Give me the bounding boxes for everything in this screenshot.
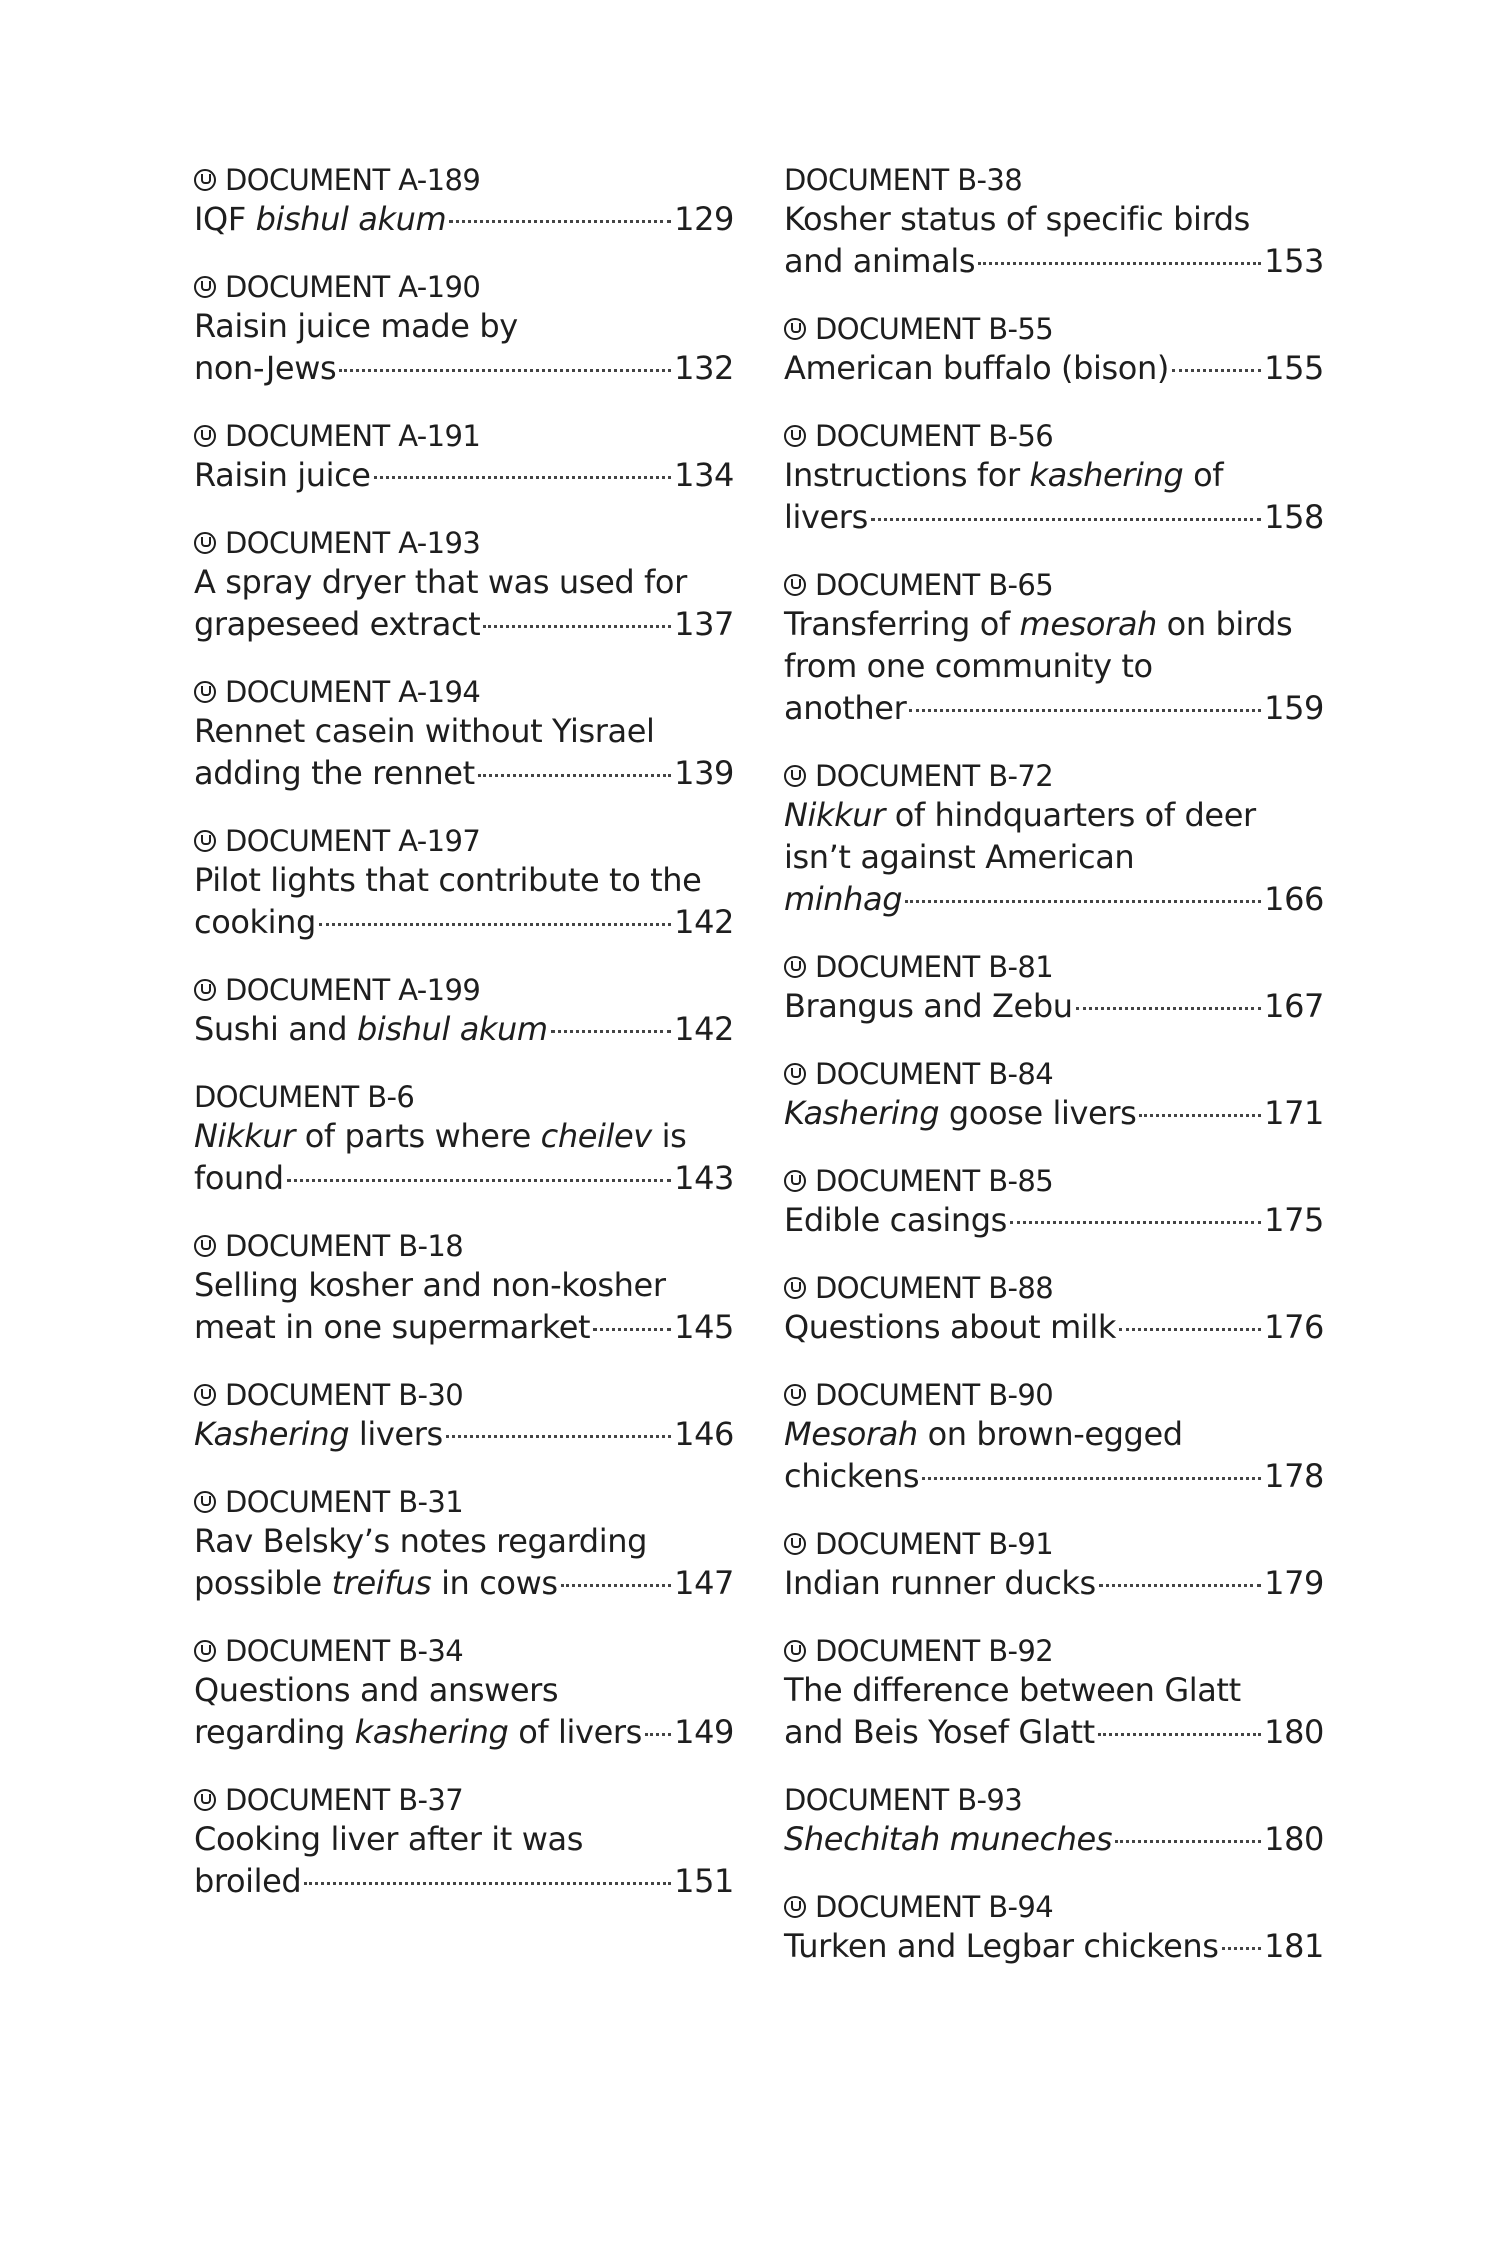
- title-text: adding the rennet: [194, 754, 475, 792]
- document-id: [194, 162, 734, 198]
- document-id: [784, 418, 1324, 454]
- title-text: Pilot lights that contribute to the: [194, 861, 702, 899]
- document-id: [784, 1633, 1324, 1669]
- page-number: 142: [674, 903, 734, 941]
- toc-entry: [194, 1377, 734, 1455]
- title-text: and animals: [784, 242, 976, 280]
- dot-leader: [1119, 1328, 1261, 1331]
- document-id-label: DOCUMENT A-191: [225, 419, 481, 453]
- document-id: [784, 311, 1324, 347]
- document-id: [194, 418, 734, 454]
- dot-leader: [478, 774, 671, 777]
- document-id-label: DOCUMENT B-85: [815, 1164, 1054, 1198]
- document-id-label: DOCUMENT B-84: [815, 1057, 1054, 1091]
- ou-symbol-icon: [194, 169, 216, 191]
- title-text: chickens: [784, 1457, 920, 1495]
- page-number: 175: [1264, 1201, 1324, 1239]
- page-number: 132: [674, 349, 734, 387]
- document-id-label: DOCUMENT A-190: [225, 270, 481, 304]
- document-id-label: DOCUMENT B-90: [815, 1378, 1054, 1412]
- ou-symbol-icon: [194, 276, 216, 298]
- dot-leader: [909, 709, 1261, 712]
- document-id-label: DOCUMENT B-34: [225, 1634, 464, 1668]
- title-text: of parts where: [294, 1117, 541, 1155]
- document-id: [784, 162, 1324, 198]
- document-id: [194, 972, 734, 1008]
- title-text: Questions and answers: [194, 1671, 559, 1709]
- page-number: 153: [1264, 242, 1324, 280]
- page-number: 180: [1264, 1713, 1324, 1751]
- page-number: 178: [1264, 1457, 1324, 1495]
- title-text: Sushi and: [194, 1010, 357, 1048]
- dot-leader: [483, 625, 671, 628]
- title-text: Shechitah muneches: [784, 1820, 1113, 1858]
- title-text: Rennet casein without Yisrael: [194, 712, 655, 750]
- document-id-label: DOCUMENT B-18: [225, 1229, 464, 1263]
- page-number: 146: [674, 1415, 734, 1453]
- entry-title: [784, 1092, 1324, 1134]
- title-text: kashering: [354, 1713, 509, 1751]
- document-id: [784, 1782, 1324, 1818]
- dot-leader: [978, 262, 1261, 265]
- entry-title: [784, 1818, 1324, 1860]
- page-number: 171: [1264, 1094, 1324, 1132]
- ou-symbol-icon: [194, 1789, 216, 1811]
- title-text: of hindquarters of deer: [884, 796, 1256, 834]
- title-text: Selling kosher and non-kosher: [194, 1266, 666, 1304]
- ou-symbol-icon: [784, 1063, 806, 1085]
- entry-title: [784, 1199, 1324, 1241]
- document-id: [784, 567, 1324, 603]
- entry-title: [784, 794, 1324, 920]
- entry-title: [194, 1520, 734, 1604]
- document-id: [194, 1377, 734, 1413]
- page-number: 143: [674, 1159, 734, 1197]
- entry-title: [194, 1413, 734, 1455]
- page-number: 176: [1264, 1308, 1324, 1346]
- page-number: 180: [1264, 1820, 1324, 1858]
- entry-title: [784, 1413, 1324, 1497]
- title-text: bishul akum: [357, 1010, 548, 1048]
- title-text: Raisin juice: [194, 456, 371, 494]
- entry-title: [784, 1562, 1324, 1604]
- document-id: [194, 525, 734, 561]
- ou-symbol-icon: [784, 574, 806, 596]
- document-id: [784, 1526, 1324, 1562]
- dot-leader: [1099, 1584, 1261, 1587]
- ou-symbol-icon: [784, 425, 806, 447]
- title-text: kashering: [1029, 456, 1184, 494]
- title-text: regarding: [194, 1713, 355, 1751]
- title-text: meat in one supermarket: [194, 1308, 591, 1346]
- toc-left-column: [194, 162, 734, 1931]
- document-id-label: DOCUMENT B-94: [815, 1890, 1054, 1924]
- page-number: 155: [1264, 349, 1324, 387]
- dot-leader: [551, 1030, 671, 1033]
- title-text: Kashering: [784, 1094, 940, 1132]
- entry-title: [784, 1306, 1324, 1348]
- page-number: 137: [674, 605, 734, 643]
- ou-symbol-icon: [194, 681, 216, 703]
- page-number: 181: [1264, 1927, 1324, 1965]
- toc-entry: [194, 823, 734, 943]
- ou-symbol-icon: [194, 1235, 216, 1257]
- toc-entry: [194, 972, 734, 1050]
- toc-entry: [194, 269, 734, 389]
- title-text: is: [651, 1117, 687, 1155]
- dot-leader: [446, 1435, 671, 1438]
- document-id: [194, 1079, 734, 1115]
- title-text: Raisin juice made by: [194, 307, 518, 345]
- ou-symbol-icon: [784, 1896, 806, 1918]
- document-id: [784, 1270, 1324, 1306]
- title-text: of: [1183, 456, 1224, 494]
- title-text: livers: [784, 498, 868, 536]
- toc-entry: [194, 1228, 734, 1348]
- document-id-label: DOCUMENT B-81: [815, 950, 1054, 984]
- title-text: Indian runner ducks: [784, 1564, 1096, 1602]
- toc-entry: [194, 162, 734, 240]
- title-text: non-Jews: [194, 349, 337, 387]
- toc-entry: [194, 674, 734, 794]
- document-id-label: DOCUMENT B-30: [225, 1378, 464, 1412]
- document-id: [194, 1782, 734, 1818]
- dot-leader: [593, 1328, 671, 1331]
- entry-title: [194, 1115, 734, 1199]
- document-id: [194, 269, 734, 305]
- title-text: on birds: [1156, 605, 1293, 643]
- title-text: found: [194, 1159, 284, 1197]
- ou-symbol-icon: [784, 765, 806, 787]
- toc-entry: [194, 1633, 734, 1753]
- dot-leader: [374, 476, 672, 479]
- title-text: Turken and Legbar chickens: [784, 1927, 1219, 1965]
- title-text: from one community to: [784, 647, 1153, 685]
- document-id: [784, 1056, 1324, 1092]
- toc-entry: [784, 1526, 1324, 1604]
- title-text: Instructions for: [784, 456, 1030, 494]
- document-id-label: DOCUMENT A-194: [225, 675, 481, 709]
- entry-title: [194, 1264, 734, 1348]
- title-text: in cows: [431, 1564, 558, 1602]
- entry-title: [784, 454, 1324, 538]
- title-text: Kosher status of specific birds: [784, 200, 1250, 238]
- document-id: [784, 1889, 1324, 1925]
- document-id-label: DOCUMENT B-55: [815, 312, 1054, 346]
- entry-title: [194, 561, 734, 645]
- ou-symbol-icon: [784, 1533, 806, 1555]
- toc-entry: [194, 525, 734, 645]
- dot-leader: [339, 369, 671, 372]
- document-id-label: DOCUMENT A-193: [225, 526, 481, 560]
- document-id-label: DOCUMENT B-92: [815, 1634, 1054, 1668]
- entry-title: [194, 1008, 734, 1050]
- dot-leader: [1115, 1840, 1261, 1843]
- toc-entry: [784, 1633, 1324, 1753]
- dot-leader: [1139, 1114, 1261, 1117]
- page-number: 147: [674, 1564, 734, 1602]
- toc-right-column: [784, 162, 1324, 1996]
- title-text: minhag: [784, 880, 903, 918]
- document-id-label: DOCUMENT A-199: [225, 973, 481, 1007]
- toc-entry: [194, 1079, 734, 1199]
- ou-symbol-icon: [194, 532, 216, 554]
- entry-title: [194, 198, 734, 240]
- document-id: [194, 823, 734, 859]
- page-number: 149: [674, 1713, 734, 1751]
- page-number: 167: [1264, 987, 1324, 1025]
- title-text: another: [784, 689, 907, 727]
- toc-entry: [784, 1782, 1324, 1860]
- page-number: 142: [674, 1010, 734, 1048]
- ou-symbol-icon: [784, 1640, 806, 1662]
- title-text: mesorah: [1019, 605, 1157, 643]
- document-id-label: DOCUMENT A-189: [225, 163, 481, 197]
- dot-leader: [319, 923, 671, 926]
- dot-leader: [287, 1179, 671, 1182]
- ou-symbol-icon: [194, 425, 216, 447]
- title-text: cooking: [194, 903, 316, 941]
- document-id-label: DOCUMENT B-37: [225, 1783, 464, 1817]
- dot-leader: [1172, 369, 1261, 372]
- ou-symbol-icon: [194, 1384, 216, 1406]
- document-id: [784, 758, 1324, 794]
- entry-title: [784, 198, 1324, 282]
- page-number: 166: [1264, 880, 1324, 918]
- toc-entry: [784, 1056, 1324, 1134]
- title-text: Cooking liver after it was: [194, 1820, 583, 1858]
- page-number: 158: [1264, 498, 1324, 536]
- title-text: The difference between Glatt: [784, 1671, 1241, 1709]
- document-id-label: DOCUMENT A-197: [225, 824, 481, 858]
- title-text: of livers: [508, 1713, 642, 1751]
- dot-leader: [871, 518, 1261, 521]
- ou-symbol-icon: [194, 979, 216, 1001]
- toc-entry: [784, 1270, 1324, 1348]
- toc-entry: [784, 567, 1324, 729]
- ou-symbol-icon: [194, 830, 216, 852]
- entry-title: [194, 859, 734, 943]
- title-text: Brangus and Zebu: [784, 987, 1073, 1025]
- entry-title: [194, 305, 734, 389]
- ou-symbol-icon: [784, 1277, 806, 1299]
- entry-title: [194, 454, 734, 496]
- title-text: A spray dryer that was used for: [194, 563, 687, 601]
- document-id-label: DOCUMENT B-88: [815, 1271, 1054, 1305]
- title-text: Mesorah: [784, 1415, 918, 1453]
- entry-title: [784, 603, 1324, 729]
- dot-leader: [1222, 1947, 1262, 1950]
- document-id-label: DOCUMENT B-91: [815, 1527, 1054, 1561]
- title-text: American buffalo (bison): [784, 349, 1169, 387]
- title-text: and Beis Yosef Glatt: [784, 1713, 1095, 1751]
- document-id: [784, 949, 1324, 985]
- title-text: broiled: [194, 1862, 302, 1900]
- ou-symbol-icon: [784, 1170, 806, 1192]
- page-number: 179: [1264, 1564, 1324, 1602]
- toc-entry: [784, 1377, 1324, 1497]
- title-text: IQF: [194, 200, 256, 238]
- document-id: [784, 1377, 1324, 1413]
- dot-leader: [905, 900, 1261, 903]
- toc-entry: [194, 1782, 734, 1902]
- entry-title: [194, 1669, 734, 1753]
- entry-title: [784, 347, 1324, 389]
- page-number: 139: [674, 754, 734, 792]
- document-id: [784, 1163, 1324, 1199]
- document-id-label: DOCUMENT B-93: [784, 1783, 1023, 1817]
- dot-leader: [304, 1882, 671, 1885]
- title-text: Transferring of: [784, 605, 1020, 643]
- ou-symbol-icon: [784, 1384, 806, 1406]
- title-text: bishul akum: [255, 200, 447, 238]
- entry-title: [784, 1669, 1324, 1753]
- page-number: 145: [674, 1308, 734, 1346]
- toc-entry: [784, 1163, 1324, 1241]
- title-text: goose livers: [939, 1094, 1137, 1132]
- dot-leader: [1098, 1733, 1261, 1736]
- toc-entry: [784, 311, 1324, 389]
- entry-title: [784, 985, 1324, 1027]
- title-text: cheilev: [540, 1117, 652, 1155]
- ou-symbol-icon: [194, 1640, 216, 1662]
- document-id-label: DOCUMENT B-31: [225, 1485, 464, 1519]
- page-number: 151: [674, 1862, 734, 1900]
- toc-entry: [784, 1889, 1324, 1967]
- document-id: [194, 674, 734, 710]
- title-text: livers: [349, 1415, 443, 1453]
- title-text: Rav Belsky’s notes regarding: [194, 1522, 647, 1560]
- document-id: [194, 1633, 734, 1669]
- title-text: Edible casings: [784, 1201, 1007, 1239]
- dot-leader: [561, 1584, 671, 1587]
- title-text: isn’t against American: [784, 838, 1135, 876]
- title-text: Nikkur: [784, 796, 885, 834]
- toc-entry: [784, 758, 1324, 920]
- dot-leader: [645, 1733, 671, 1736]
- ou-symbol-icon: [784, 318, 806, 340]
- dot-leader: [922, 1477, 1261, 1480]
- ou-symbol-icon: [194, 1491, 216, 1513]
- entry-title: [194, 1818, 734, 1902]
- page-number: 134: [674, 456, 734, 494]
- entry-title: [194, 710, 734, 794]
- toc-entry: [194, 418, 734, 496]
- title-text: Nikkur: [194, 1117, 295, 1155]
- toc-entry: [784, 418, 1324, 538]
- dot-leader: [1010, 1221, 1261, 1224]
- toc-entry: [784, 162, 1324, 282]
- document-id-label: DOCUMENT B-38: [784, 163, 1023, 197]
- document-id: [194, 1228, 734, 1264]
- document-id-label: DOCUMENT B-56: [815, 419, 1054, 453]
- title-text: grapeseed extract: [194, 605, 481, 643]
- toc-entry: [194, 1484, 734, 1604]
- title-text: on brown-egged: [917, 1415, 1183, 1453]
- title-text: Kashering: [194, 1415, 350, 1453]
- document-id-label: DOCUMENT B-72: [815, 759, 1054, 793]
- title-text: treifus: [331, 1564, 432, 1602]
- title-text: Questions about milk: [784, 1308, 1116, 1346]
- page-number: 129: [674, 200, 734, 238]
- document-id-label: DOCUMENT B-6: [194, 1080, 415, 1114]
- entry-title: [784, 1925, 1324, 1967]
- dot-leader: [449, 220, 671, 223]
- ou-symbol-icon: [784, 956, 806, 978]
- title-text: possible: [194, 1564, 332, 1602]
- document-id: [194, 1484, 734, 1520]
- toc-entry: [784, 949, 1324, 1027]
- document-id-label: DOCUMENT B-65: [815, 568, 1054, 602]
- page-number: 159: [1264, 689, 1324, 727]
- dot-leader: [1076, 1007, 1261, 1010]
